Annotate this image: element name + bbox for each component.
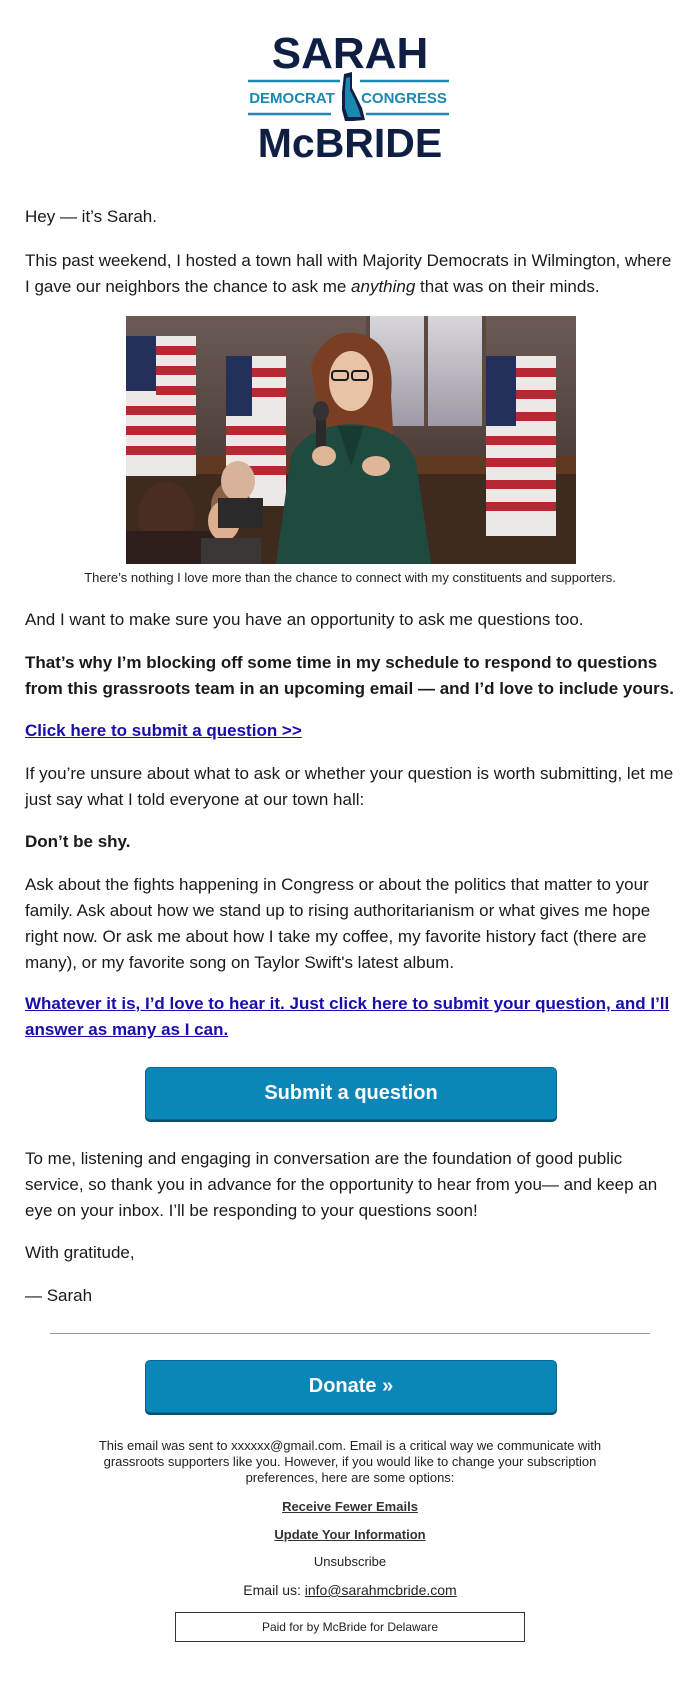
footer-email [0,1582,700,1598]
submit-question-link[interactable]: Click here to submit a question >> [25,721,302,740]
intro-text-start: This past weekend, I hosted a town hall with Majority Democrats in Wilmington, where I gave our neighbors the chance to ask me [25,251,672,296]
logo-graphic [0,0,700,190]
whatever-submit-link[interactable]: Whatever it is, I’d love to hear it. Just click here to submit your question, and I’ll answer as many as I can. [25,994,670,1039]
listening-paragraph: To me, listening and engaging in conversation are the foundation of good public service, so thank you in advance for the opportunity to hear from you— and keep an eye on your inbox. I’ll be responding to your questions soon! [25,1149,658,1220]
receive-fewer-emails-link[interactable]: Receive Fewer Emails [282,1499,418,1514]
logo-first-name: SARAH [271,29,429,78]
divider [50,1333,650,1334]
ask-paragraph: Ask about the fights happening in Congress or about the politics that matter to your family. Ask about how we stand up to rising authoritarianism or what gives me hope right now. Or ask me about how I take my coffee, my favorite history fact (there are many), or my favorite song on Taylor Swift's latest album. [25,875,651,972]
schedule-paragraph: That’s why I’m blocking off some time in my schedule to respond to questions from this grassroots team in an upcoming email — and I’d love to include yours. [25,653,674,698]
donate-button[interactable]: Donate » [145,1360,557,1413]
footer-note: This email was sent to xxxxxx@gmail.com. Email is a critical way we communicate with grassroots supporters like you. However, if you would like to change your subscription preferences, here are some options: [98,1438,602,1485]
opportunity-paragraph: And I want to make sure you have an opportunity to ask me questions too. [25,610,584,629]
logo-last-name: McBRIDE [257,120,443,166]
update-information-link[interactable]: Update Your Information [274,1527,426,1542]
logo-left-tag: DEMOCRAT [249,90,335,107]
intro-text-end: that was on their minds. [415,277,600,296]
unsubscribe-link[interactable]: Unsubscribe [313,1554,387,1569]
submit-question-button[interactable]: Submit a question [145,1067,557,1120]
flag-right [486,356,556,536]
town-hall-photo [126,316,576,564]
delaware-state-inner-icon [345,77,361,117]
logo-right-tag: CONGRESS [361,90,447,107]
intro-paragraph [25,248,675,300]
paid-for-disclaimer: Paid for by McBride for Delaware [175,1612,525,1642]
photo-caption: There’s nothing I love more than the chance to connect with my constituents and supporters. [84,570,616,585]
greeting: Hey — it’s Sarah. [25,207,157,226]
intro-emphasis: anything [351,277,416,296]
signature: — Sarah [25,1286,93,1305]
unsure-paragraph: If you’re unsure about what to ask or whether your question is worth submitting, let me just say what I told everyone at our town hall: [25,764,674,809]
dont-be-shy: Don’t be shy. [25,832,131,851]
town-hall-photo-illustration [126,316,576,564]
campaign-logo [0,0,700,190]
sign-off: With gratitude, [25,1243,135,1262]
email-address-link[interactable]: info@sarahmcbride.com [304,1582,457,1598]
flag-left [126,336,196,476]
email-label: Email us: [243,1582,305,1598]
